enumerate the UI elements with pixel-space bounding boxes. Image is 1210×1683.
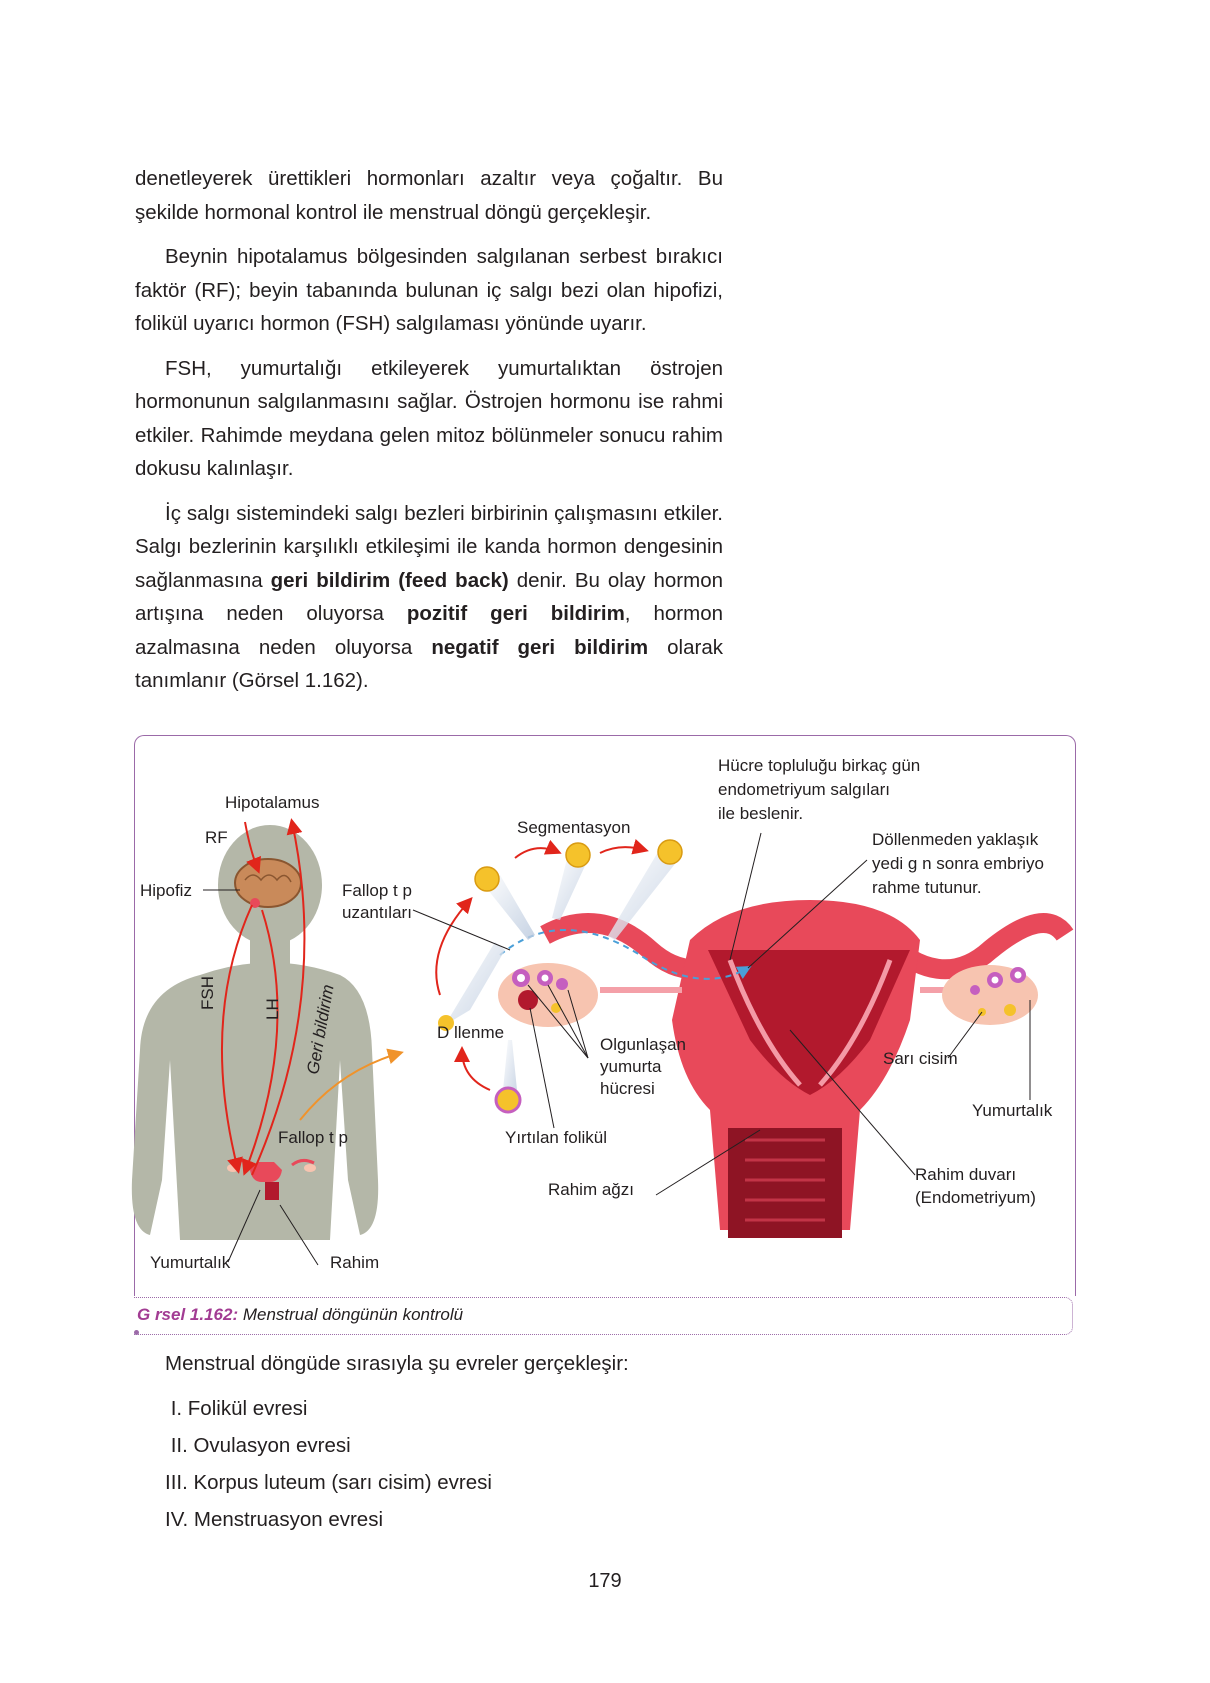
right-ovary (942, 965, 1038, 1025)
caption-label: G rsel 1.162: (137, 1305, 239, 1324)
label-fallop-uzanti-2: uzantıları (342, 903, 412, 922)
label-olgun-1: Olgunlaşan (600, 1035, 687, 1054)
list-item: IV. Menstruasyon evresi (165, 1508, 384, 1531)
morula-icon (566, 843, 590, 867)
term-negatif: negatif geri bildirim (431, 635, 649, 659)
label-rahim: Rahim (330, 1253, 380, 1272)
left-ovary (498, 963, 598, 1027)
paragraph-4: İç salgı sistemindeki salgı bezleri birbirinin çalışmasını etkiler. Salgı bezlerinin karşılıklı etkileşimi ile kanda hormon dengesinin sağlanmasına geri bildirim (feed back) denir. Bu olay hormon artışına neden oluyorsa pozitif geri bildirim, hormon azalmasına neden oluyorsa negatif geri bildirim olarak tanımlanır (Görsel 1.162). (135, 501, 723, 692)
label-hucre-3: ile beslenir. (718, 804, 804, 823)
label-yumurtalik-right: Yumurtalık (972, 1101, 1053, 1120)
label-lh: LH (263, 998, 282, 1020)
label-hucre-1: Hücre topluluğu birkaç gün (718, 756, 921, 775)
caption-dot (134, 1330, 139, 1335)
label-geri-bildirim: Geri bildirim (303, 983, 338, 1076)
label-rahim-agzi: Rahim ağzı (548, 1180, 634, 1199)
label-olgun-3: hücresi (600, 1079, 655, 1098)
two-cell-icon (475, 867, 499, 891)
label-rahim-duvari-1: Rahim duvarı (915, 1165, 1017, 1184)
caption-title: Menstrual döngünün kontrolü (238, 1305, 464, 1324)
term-geri-bildirim: geri bildirim (feed back) (270, 568, 509, 592)
blastula-icon (658, 840, 682, 864)
figure-caption (137, 1305, 463, 1325)
label-dollenme: D llenme (437, 1023, 505, 1042)
label-yirtilan: Yırtılan folikül (505, 1128, 608, 1147)
label-hipotalamus: Hipotalamus (225, 793, 320, 812)
label-fallop-uzanti-1: Fallop t p (342, 881, 412, 900)
phase-list (165, 1390, 492, 1538)
list-item: II. Ovulasyon evresi (165, 1434, 351, 1457)
label-fsh: FSH (198, 976, 217, 1010)
list-intro: Menstrual döngüde sırasıyla şu evreler gerçekleşir: (165, 1352, 629, 1375)
label-rahim-duvari-2: (Endometriyum) (915, 1188, 1036, 1207)
page-number: 179 (588, 1570, 622, 1592)
label-dollenmeden-2: yedi g n sonra embriyo (872, 854, 1044, 873)
label-hipofiz: Hipofiz (140, 881, 192, 900)
label-segmentasyon: Segmentasyon (517, 818, 631, 837)
paragraph-1: denetleyerek ürettikleri hormonları azaltır veya çoğaltır. Bu şekilde hormonal kontrol ile menstrual döngü gerçekleşir. (135, 167, 723, 224)
label-dollenmeden-3: rahme tutunur. (872, 878, 982, 897)
label-hucre-2: endometriyum salgıları (718, 780, 890, 799)
list-item: I. Folikül evresi (165, 1397, 308, 1420)
label-rf: RF (205, 828, 228, 847)
term-pozitif: pozitif geri bildirim (406, 602, 625, 625)
paragraph-2: Beynin hipotalamus bölgesinden salgılanan serbest bırakıcı faktör (RF); beyin tabanında bulunan iç salgı bezi olan hipofizi, folikül uyarıcı hormon (FSH) salgılaması yönünde uyarır. (135, 245, 723, 335)
list-item: III. Korpus luteum (sarı cisim) evresi (165, 1471, 492, 1494)
label-yumurtalik-left: Yumurtalık (150, 1253, 231, 1272)
label-fallop-small: Fallop t p (278, 1128, 348, 1147)
label-olgun-2: yumurta (600, 1057, 662, 1076)
label-dollenmeden-1: Döllenmeden yaklaşık (872, 830, 1039, 849)
brain-icon (235, 859, 301, 907)
sperm-egg-icon (496, 1088, 520, 1112)
paragraph-3: FSH, yumurtalığı etkileyerek yumurtalıktan östrojen hormonunun salgılanmasını sağlar. Östrojen hormonu ise rahmi etkiler. Rahimde meydana gelen mitoz bölünmeler sonucu rahim dokusu kalınlaşır. (135, 356, 723, 480)
label-sari-cisim: Sarı cisim (883, 1049, 958, 1068)
